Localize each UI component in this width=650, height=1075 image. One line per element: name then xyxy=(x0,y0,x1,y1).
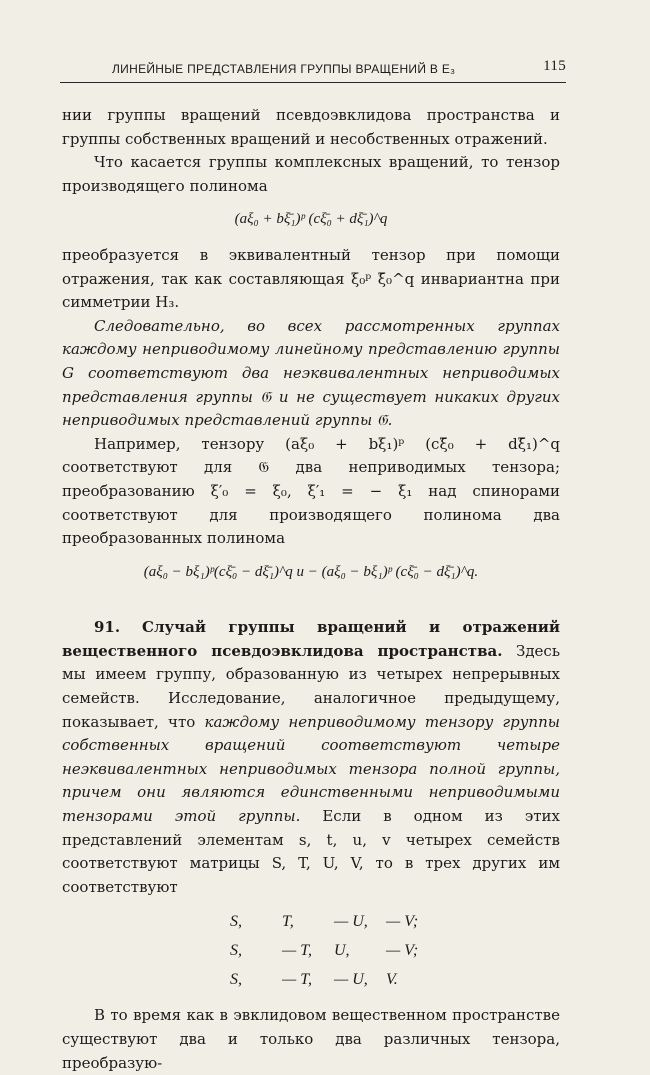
section-title: Случай группы вращений и отражений вещественного псевдоэвклидова пространства. xyxy=(62,618,560,660)
matrix-cell: T, xyxy=(282,913,294,931)
matrix-cell: S, xyxy=(230,971,242,989)
section-91 xyxy=(62,616,560,899)
running-header xyxy=(60,58,566,83)
section-text-a: Здесь мы имеем группу, образованную из четырех непрерывных семейств. Исследование, аналогичное предыдущему, показывает, что xyxy=(62,641,560,731)
paragraph-example: Например, тензору (aξ₀ + bξ₁)ᵖ (cξ̄₀ + dξ̄₁)^q соответствуют для 𝔊 два неприводимых тензора; преобразованию ξ′₀ = ξ₀, ξ′₁ = − ξ₁ над спинорами соответствуют для производящего полинома два преобразованных полинома xyxy=(62,434,560,548)
matrix-cell: — U, xyxy=(334,913,368,931)
matrix-cell: — V; xyxy=(386,942,419,960)
matrix-cell: — U, xyxy=(334,971,368,989)
matrix-cell: S, xyxy=(230,913,242,931)
paragraph-continuation: нии группы вращений псевдоэвклидова пространства и группы собственных вращений и несобственных отражений. xyxy=(62,106,560,148)
page-number: 115 xyxy=(543,58,566,74)
matrix-cell: — V; xyxy=(386,913,419,931)
paragraph-reflection: преобразуется в эквивалентный тензор при помощи отражения, так как составляющая ξ₀ᵖ ξ̄₀^q инвариантна при симметрии H₃. xyxy=(62,245,560,312)
matrix-cell: V. xyxy=(386,971,398,989)
formula-transformed-polynomials: (aξ₀ − bξ₁)ᵖ(cξ̄₀ − dξ̄₁)^q и − (aξ₀ − bξ₁)ᵖ (cξ̄₀ − dξ̄₁)^q. xyxy=(143,563,479,580)
paragraph-conclusion: Следовательно, во всех рассмотренных группах каждому неприводимому линейному представлению группы G соответствуют два неэквивалентных неприводимых представления группы 𝔊 и не существует никаких других неприводимых представлений группы 𝔊. xyxy=(62,316,560,430)
matrix-row xyxy=(230,965,560,994)
paragraph-complex-rotations: Что касается группы комплексных вращений, то тензор производящего полинома xyxy=(62,153,560,195)
matrix-cell: — T, xyxy=(282,971,312,989)
formula-generating-polynomial: (aξ₀ + bξ̄₁)ᵖ (cξ̄₀ + dξ̄₁)^q xyxy=(234,211,388,228)
running-title: ЛИНЕЙНЫЕ ПРЕДСТАВЛЕНИЯ ГРУППЫ ВРАЩЕНИЙ В E₃ xyxy=(112,62,456,76)
paragraph-euclidean: В то время как в эвклидовом вещественном пространстве существуют два и только два различных тензора, преобразую- xyxy=(62,1006,560,1072)
matrix-cell: — T, xyxy=(282,942,312,960)
matrix-cell: S, xyxy=(230,942,242,960)
matrix-row xyxy=(230,936,560,965)
page-body xyxy=(62,104,560,1075)
section-text-italic: каждому неприводимому тензору группы собственных вращений соответствуют четыре неэквивалентных неприводимых тензора полной группы, причем они являются единственными неприводимыми тензорами этой группы. xyxy=(62,712,560,826)
section-text-b: Если в одном из этих представлений элементам s, t, u, v четырех семейств соответствуют матрицы S, T, U, V, то в трех других им соответствуют xyxy=(62,807,560,896)
matrix-cell: U, xyxy=(334,942,350,960)
matrix-table xyxy=(230,907,560,994)
matrix-row xyxy=(230,907,560,936)
section-number: 91. xyxy=(94,618,121,637)
